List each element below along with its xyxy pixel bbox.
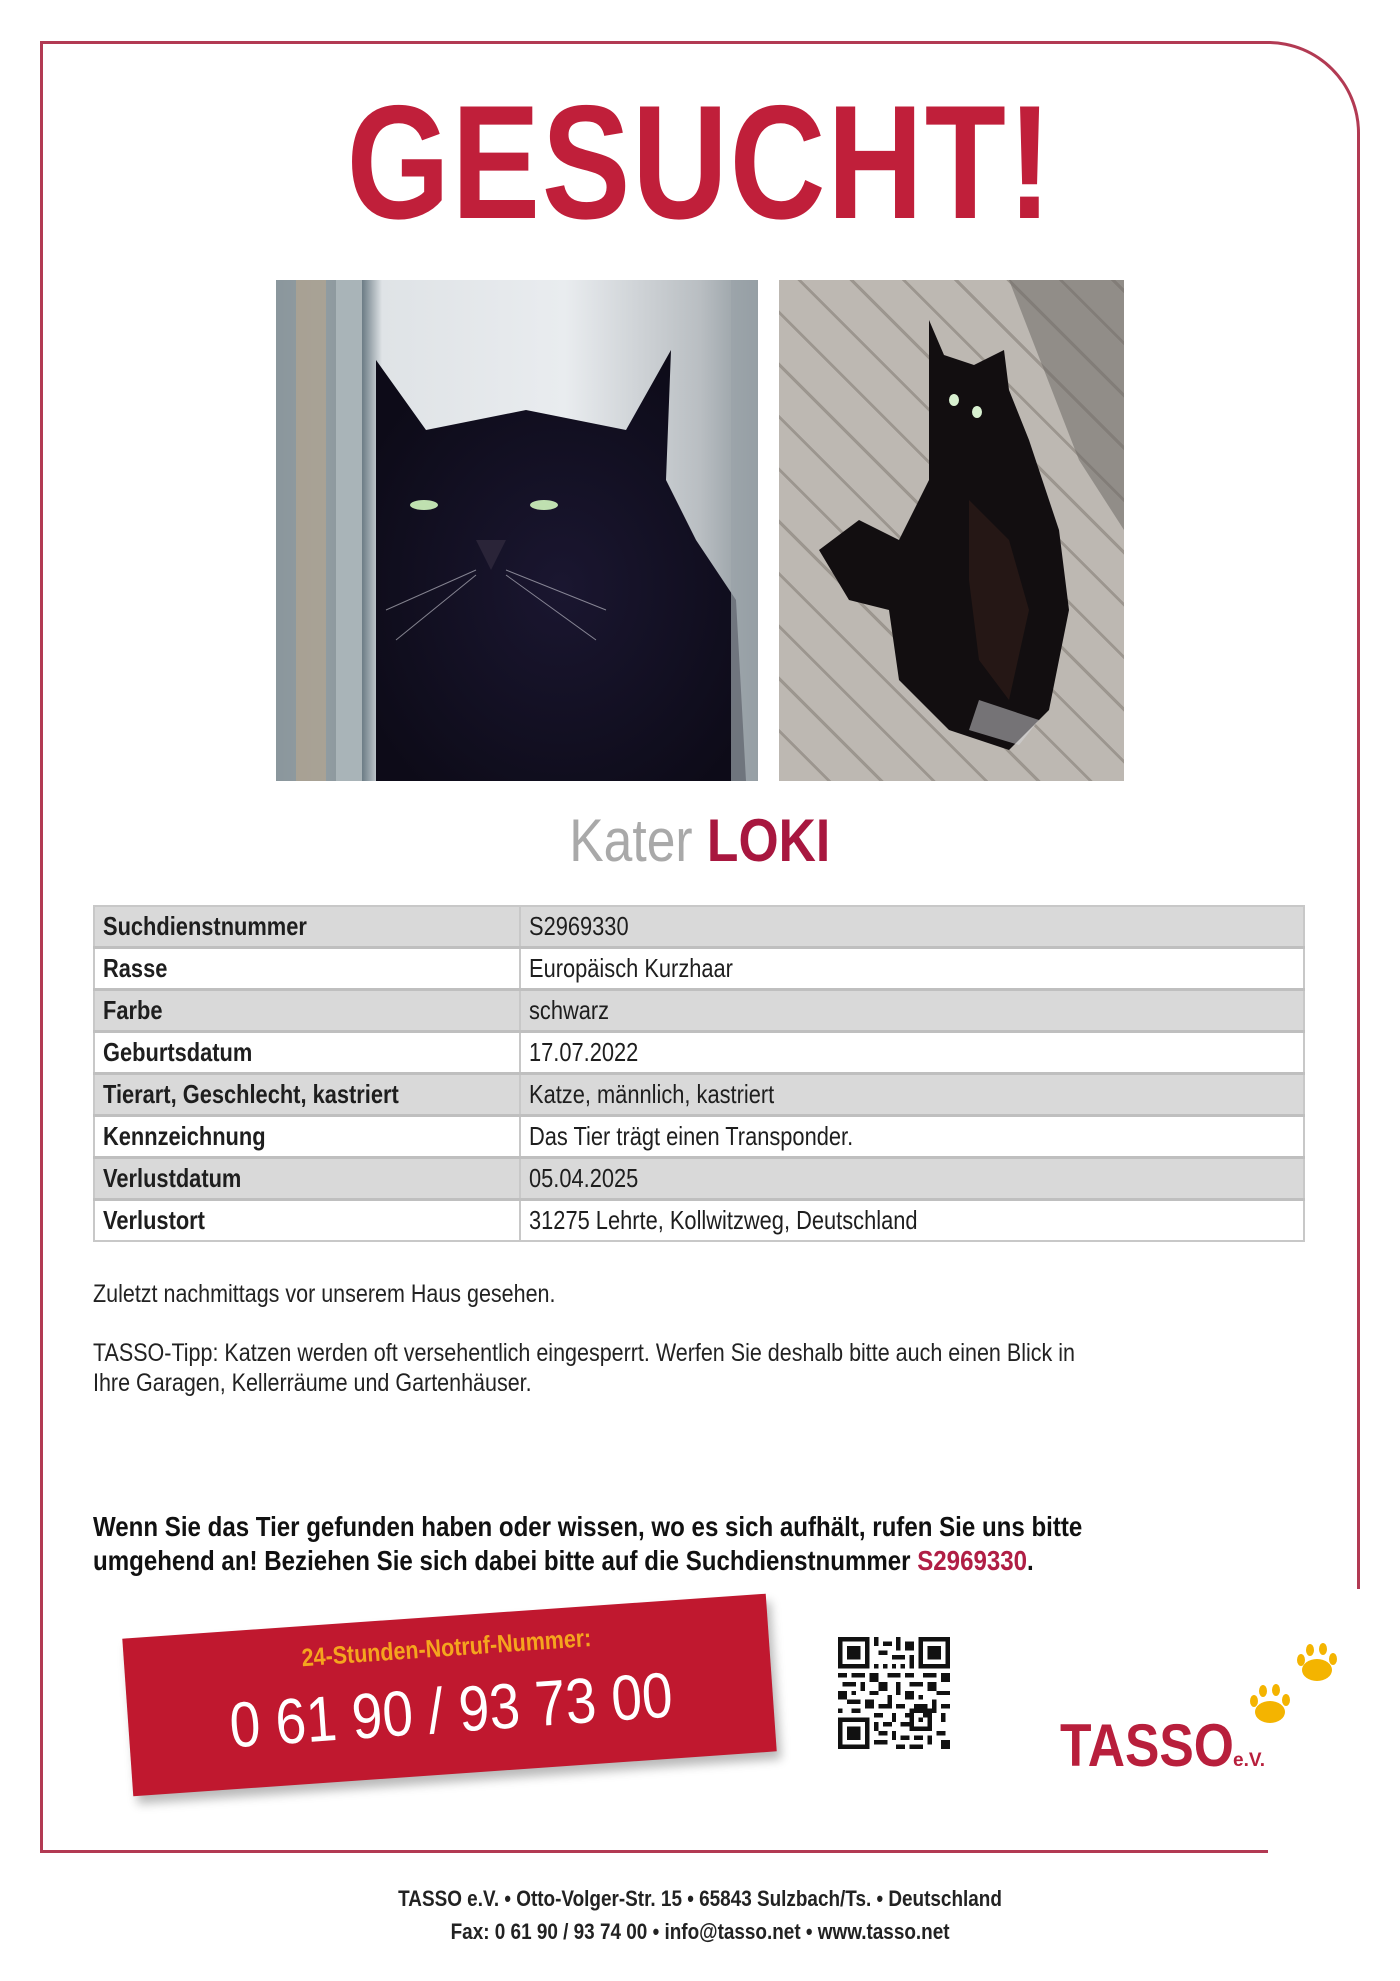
pet-type: Kater: [569, 807, 693, 874]
table-row: [94, 1158, 1304, 1200]
detail-label: Geburtsdatum: [94, 1032, 520, 1074]
callout-line-2: [93, 1544, 1034, 1578]
callout-period: .: [1027, 1545, 1034, 1576]
tip-line-1: TASSO-Tipp: Katzen werden oft versehentlich eingesperrt. Werfen Sie deshalb bitte auch einen Blick in: [93, 1339, 1075, 1367]
paw-icon-upper: [1297, 1643, 1337, 1681]
pet-name: LOKI: [707, 807, 831, 874]
detail-label: Verlustdatum: [94, 1158, 520, 1200]
detail-value: S2969330: [520, 906, 1304, 948]
poster-title: [0, 72, 1400, 253]
qr-code-icon[interactable]: [838, 1637, 950, 1749]
detail-label: Farbe: [94, 990, 520, 1032]
pet-name-heading: [0, 806, 1400, 876]
table-row: [94, 906, 1304, 948]
last-seen-text: Zuletzt nachmittags vor unserem Haus gesehen.: [93, 1280, 556, 1308]
poster-title-text: GESUCHT!: [346, 72, 1054, 253]
detail-value: 17.07.2022: [520, 1032, 1304, 1074]
contact-callout: [93, 1510, 1333, 1578]
cat-photo-closeup: [276, 280, 758, 781]
detail-value: schwarz: [520, 990, 1304, 1032]
callout-line-2-text: umgehend an! Beziehen Sie sich dabei bitte auf die Suchdienstnummer: [93, 1545, 918, 1576]
cat-closeup-illustration: [276, 280, 758, 781]
footer-contact: Fax: 0 61 90 / 93 74 00 • info@tasso.net • www.tasso.net: [450, 1919, 950, 1944]
search-number-highlight: S2969330: [917, 1545, 1028, 1576]
table-row: [94, 948, 1304, 990]
cat-lying-illustration: [779, 280, 1124, 781]
table-row: [94, 1074, 1304, 1116]
table-row: [94, 1200, 1304, 1242]
hotline-label: 24-Stunden-Notruf-Nummer:: [300, 1624, 592, 1673]
detail-value: Katze, männlich, kastriert: [520, 1074, 1304, 1116]
tasso-tip: [93, 1338, 1313, 1398]
detail-label: Suchdienstnummer: [94, 906, 520, 948]
table-row: [94, 1032, 1304, 1074]
detail-label: Rasse: [94, 948, 520, 990]
detail-value: 31275 Lehrte, Kollwitzweg, Deutschland: [520, 1200, 1304, 1242]
detail-value: Das Tier trägt einen Transponder.: [520, 1116, 1304, 1158]
tasso-logo-name: TASSO: [1060, 1712, 1234, 1779]
detail-label: Tierart, Geschlecht, kastriert: [94, 1074, 520, 1116]
tasso-logo: [1060, 1708, 1360, 1788]
poster-frame-left: [40, 41, 43, 1853]
tasso-logo-suffix: e.V.: [1233, 1750, 1266, 1771]
table-row: [94, 990, 1304, 1032]
detail-label: Kennzeichnung: [94, 1116, 520, 1158]
detail-value: 05.04.2025: [520, 1158, 1304, 1200]
detail-label: Verlustort: [94, 1200, 520, 1242]
hotline-phone-link[interactable]: 0 61 90 / 93 73 00: [226, 1658, 675, 1762]
last-seen-note: [93, 1279, 1313, 1309]
footer-address: TASSO e.V. • Otto-Volger-Str. 15 • 65843 Sulzbach/Ts. • Deutschland: [398, 1886, 1002, 1911]
detail-value: Europäisch Kurzhaar: [520, 948, 1304, 990]
cat-photo-lying: [779, 280, 1124, 781]
callout-line-1: Wenn Sie das Tier gefunden haben oder wissen, wo es sich aufhält, rufen Sie uns bitte: [93, 1511, 1083, 1542]
pet-details-table: [93, 905, 1305, 1242]
poster-frame-bottom: [40, 1850, 1268, 1853]
table-row: [94, 1116, 1304, 1158]
hotline-banner: [122, 1594, 776, 1797]
tip-line-2: Ihre Garagen, Kellerräume und Gartenhäuser.: [93, 1369, 532, 1397]
